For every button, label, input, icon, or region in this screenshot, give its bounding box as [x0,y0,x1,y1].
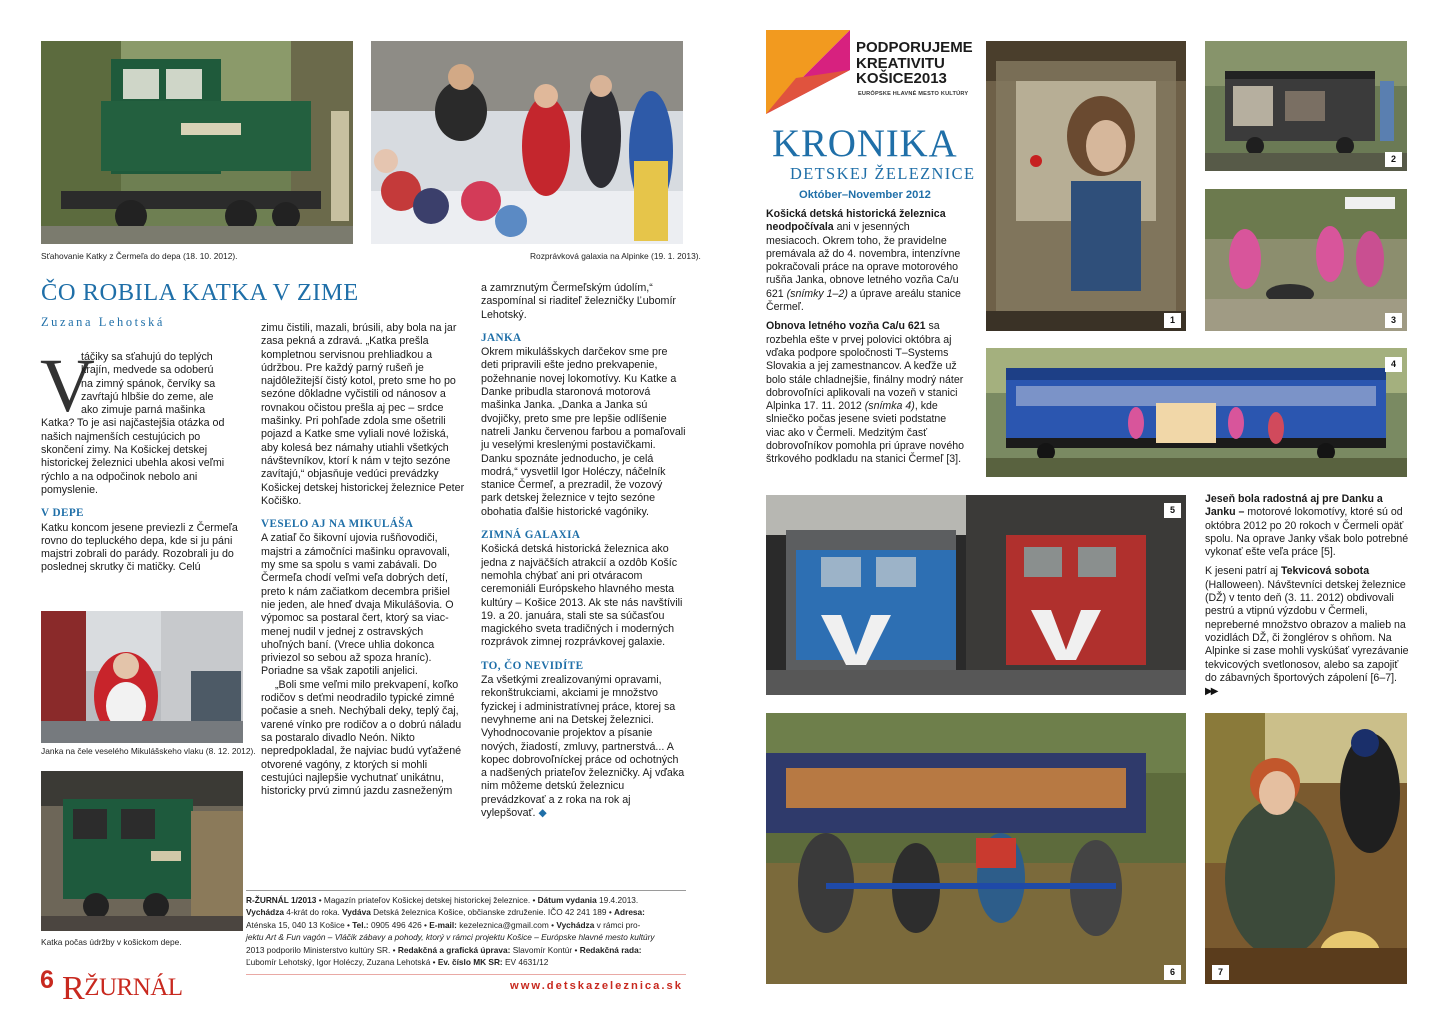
masthead-text: v rámci pro- [594,919,641,930]
end-mark: ◆ [538,806,547,819]
article-author: Zuzana Lehotská [41,315,165,329]
intro-lines [41,351,243,417]
photo-number-3: 3 [1385,313,1402,328]
intro-paragraph: Katka? To je asi najčastejšia otázka od našich najmenších cestujúcich po skončení zimy. Na Košickej detskej historickej železnici ubehla akosi veľmi rýchlo a na odpočinok nebolo ani pomyslenie. [41,417,225,496]
masthead-label: Ev. číslo MK SR: [437,957,503,968]
paragraph-janka: Okrem mikulášskych darčekov sme pre deti pripravili ešte jedno prekvapenie, požehnanie novej lokomotívy. Ku Katke a Danke pribudla staronová motorová mašinka Janka. „Danka a Janka sú dvojičky, preto sme pre lepšie odlíšenie natreli Janku červenou farbou a pomaľovali ju veselými kreslenými postavičkami. Danku spoznáte jednoducho, je celá modrá,“ vysvetlil Igor Holéczy, náčelník stanice Čermeľ, a prezradil, že vozový park detskej železnice v tejto sezóne obohatia ďalšie historické vagóniky. [481,346,686,518]
paragraph-depe: Katku koncom jesene previezli z Čermeľa rovno do tepluckého depa, kde si ju páni majstri zobrali do parády. Rozobrali ju do poslednej skrutky či matičky. Celú [41,521,238,574]
article-title: ČO ROBILA KATKA V ZIME [41,279,359,306]
kronika-title: KRONIKA [772,122,958,165]
photo-number-5: 5 [1164,503,1181,518]
photo-5-danka-janka [766,495,1186,695]
kronika-subtitle: DETSKEJ ŽELEZNICE [790,164,976,183]
rzurnal-logo-r: R [62,970,85,1007]
kronika-paragraph-2 [766,320,966,466]
paragraph-quote: „Boli sme veľmi milo prekvapení, koľko rodičov s deťmi neodradilo typické zimné počasie a sneh. Nechýbali deky, teplý čaj, varené vínko pre rodičov a o dobrú náladu sa postaralo divadlo Neón. Nikto nepredpokladal, že najviac budú vyťažené otvorené vagóny, z ktorých si mohli cestujúci najlepšie vychutnať unikátnu, historicky prvú zimnú jazdu zasneženým [261,678,462,798]
masthead-text: jektu Art & Fun vagón – Vláčik zábavy a pohody, ktorý v rámci projektu Košice – Európske hlavné mesto kultúry [246,932,655,943]
photo-katka-depot [41,771,243,931]
rzurnal-logo [62,966,183,1007]
paragraph-nevidite-text: Za všetkými zrealizovanými opravami, rekonštrukciami, akciami je množstvo fyzickej i administratívnej práce, ktorej sa nevyhneme ani na Detskej železnici. Vyhodnocovanie projektov a písanie nových, žiadostí, zmluvy, partnerstvá... A kopec dobrovoľníckej práce od ochotných a nadšených priateľov železničky. Aj vďaka nim môžeme detskú železnicu prevádzkovať a z roka na rok aj vylepšovať. [481,674,685,819]
masthead-label: Dátum vydania [537,895,597,905]
column-3 [481,282,686,820]
kronika-paragraph-4 [1205,565,1409,698]
masthead-label: Redakčná a grafická úprava: [397,944,511,955]
masthead-text: Aténska 15, 040 13 Košice • [246,919,353,930]
kronika-column-a [766,208,966,467]
masthead-line [246,956,686,968]
logo-tagline: EURÓPSKE HLAVNÉ MESTO KULTÚRY [858,91,969,97]
caption-photo-3: Janka na čele veselého Mikulášskeho vlaku (8. 12. 2012). [41,746,256,756]
kronika-text: motorové lokomotívy, ktoré sú od októbra 2012 po 20 rokoch v Čermeli opäť spolu. Na oprave Janky však bolo potrebné vykonať ešte veľa práce [5]. [1205,506,1409,559]
date-range: Október–November 2012 [799,189,931,201]
kronika-lead: Obnova letného vozňa Ca/u 621 [766,320,926,333]
logo-year: 2013 [913,70,947,87]
photo-number-6: 6 [1164,965,1181,980]
masthead-text: Slavomír Kontúr • [510,944,580,955]
photo-7-pumpkin-carving [1205,713,1407,984]
photo-locomotive-katka-transport [41,41,353,244]
paragraph-cermel-udolie: a zamrznutým Čermeľským údolím,“ zaspomínal si riaditeľ železničky Ľubomír Lehotský. [481,282,676,321]
photo-6-tug-of-war [766,713,1186,984]
photo-number-1: 1 [1164,313,1181,328]
photo-number-4: 4 [1385,357,1402,372]
kronika-text: K jeseni patrí aj [1205,565,1281,578]
paragraph-mikulas: A zatiaľ čo šikovní ujovia rušňovodiči, majstri a zámočníci mašinku opravovali, my sme sa spolu s vami zabávali. Do Čermeľa chodí veľmi veľa dobrých detí, preto k nám začiatkom decembra prišiel nie jeden, ale hneď dvaja Mikulášovia. O výpomoc sa postaral čert, ktorý sa viac-menej nudil v jednej z ostravských uhoľných baní. (Vrece uhlia dokonca priviezol so sebou až spoza hraníc). Poriadne sa však zapotili anjelici. [261,532,454,678]
masthead-label: Vychádza [246,907,284,918]
intro-line: táčiky sa sťahujú do teplých [81,351,213,363]
masthead-text: Detská železnica Košice, občianske združenie. IČO 42 241 189 • [370,907,615,918]
photo-4-blue-wagon [986,348,1407,477]
masthead-text: 2013 podporilo Ministerstvo kultúry SR. • [246,944,398,955]
intro-line: na zimný spánok, červíky sa [81,377,216,390]
photo-fairytale-galaxy [371,41,683,244]
photo-mikulas-train [41,611,243,743]
paragraph-nevidite [481,674,686,820]
intro-line: ako zimuje parná mašinka [81,404,206,417]
logo-line: KREATIVITU [856,54,945,72]
caption-photo-1: Sťahovanie Katky z Čermeľa do depa (18. 10. 2012). [41,251,238,261]
masthead-line [246,931,686,943]
kronika-lead: Tekvicová sobota [1280,565,1370,578]
logo-city: KOŠICE [856,70,914,87]
website-link[interactable]: www.detskazeleznica.sk [510,980,683,992]
heading-janka: JANKA [481,331,522,344]
column-1 [41,351,243,575]
masthead-label: Adresa: [614,907,645,918]
masthead-rule [246,890,686,891]
masthead-line [246,944,686,956]
intro-line: krajín, medvede sa odoberú [81,364,214,377]
kronika-ref: (snímka 4) [864,400,915,413]
masthead-text: 0905 496 426 • [368,919,430,930]
kronika-column-b [1205,493,1409,698]
kronika-ref: (snímky 1–2) [786,287,848,300]
kronika-text: ani v jesenných mesiacoch. Okrem toho, že pravidelne premávala až do 4. novembra, intenzívne pokračovali práce na oprave motorového rušňa Janka, obnove letného vozňa Ca/u 621 [766,221,961,300]
photo-2-wagon-restoration [1205,41,1407,171]
masthead-line [246,919,686,931]
kronika-text: sa rozbehla ešte v prvej polovici októbra aj vďaka podpore spoločnosti T–Systems Slovakia a jej zamestnancov. A keďže už bolo stále chladnejšie, finálny modrý náter dobrovoľníci aplikovali na vozeň v stanici Alpinka 17. 11. 2012 [766,320,964,413]
masthead-label: Redakčná rada: [579,944,642,955]
kosice-2013-logo-mark [766,30,850,114]
logo-line [856,71,973,87]
masthead-label: R-ŽURNÁL 1/2013 [246,895,317,905]
logo-line: PODPORUJEME [856,39,973,56]
masthead-text: Ľubomír Lehotský, Igor Holéczy, Zuzana Lehotská • [246,957,438,968]
drop-cap: V [40,344,95,428]
caption-photo-2: Rozprávková galaxia na Alpinke (19. 1. 2013). [530,251,701,261]
continue-arrows-icon: ▶▶ [1205,686,1217,698]
caption-photo-4: Katka počas údržby v košickom depe. [41,937,182,947]
masthead [246,894,686,968]
intro-line: zavŕtajú hlbšie do zeme, ale [81,390,214,403]
heading-mikulas: VESELO AJ NA MIKULÁŠA [261,518,414,531]
heading-v-depe: V DEPE [41,507,84,520]
heading-zimna-galaxia: ZIMNÁ GALAXIA [481,529,581,542]
photo-3-volunteers-gravel [1205,189,1407,331]
kronika-text: (Halloween). Návštevníci detskej železnice (DŽ) v tento deň (3. 11. 2012) obdivovali pestrú a vtipnú výzdobu v Čermeli, nepreberné množstvo obrazov a malieb na vozidlách DŽ, či žonglérov s ohňom. Na Alpinke si zase mohli vyskúšať vyrezávanie tekvicových svetlonosov, alebo sa zapojiť do zábavných športových zápolení [6–7]. [1205,578,1409,684]
kronika-lead: Jeseň bola radostná aj pre Danku a Janku – [1205,493,1383,519]
photo-1-window-painting [986,41,1186,331]
photo-number-7: 7 [1212,965,1229,980]
masthead-text: 19.4.2013. [596,895,639,905]
masthead-line [246,894,686,906]
photo-number-2: 2 [1385,152,1402,167]
footer-rule [246,974,686,975]
masthead-label: Vydáva [342,907,371,918]
page-number: 6 [40,966,54,994]
kronika-lead: Košická detská historická železnica neodpočívala [766,208,946,234]
masthead-text: 4-krát do roka. [283,907,343,918]
masthead-text: kezeleznica@gmail.com • [456,919,557,930]
masthead-line [246,906,686,918]
paragraph-katka-servis: zimu čistili, mazali, brúsili, aby bola na jar zasa pekná a zdravá. „Katka prešla kompletnou servisnou prehliadkou a údržbou. Pre každý parný rušeň je najdôležitejší čistý kotol, preto sme ho po sezóne dôkladne vyčistili od nánosov a rovnakou očistou prešla aj pec – srdce mašinky. Pri pohľade zdola sme ošetrili pojazd a Katke sme vyliali nové ložiská, aby kolesá bez námahy utiahli všetkých návštevníkov, ktorí k nám v tejto sezóne zavítajú,“ objasňuje vedúci prevádzky Košickej detskej historickej železnice Peter Kočiško. [261,322,465,507]
kronika-text: a úprave areálu stanice Čermeľ. [766,287,961,314]
kosice-logo-text [856,40,973,87]
masthead-text: • Magazín priateľov Košickej detskej historickej železnice. • [316,895,538,905]
rzurnal-logo-rest: ŽURNÁL [84,974,183,1001]
kronika-paragraph-3 [1205,493,1409,559]
heading-to-co-nevidite: TO, ČO NEVIDÍTE [481,659,584,672]
masthead-label: E-mail: [429,919,457,930]
kronika-text: , kde slniečko počas jesene svieti podstatne viac ako v Čermeli. Medzitým časť dobrovoľníkov pomohla pri úprave nového štrkového podkladu na stanici Čermeľ [3]. [766,400,965,466]
masthead-label: Tel.: [352,919,369,930]
paragraph-galaxia: Košická detská historická železnica ako jedna z najväčších atrakcií a ozdôb Košíc nemohla chýbať ani pri otváracom ceremoniáli Európskeho hlavného mesta kultúry – Košice 2013. Ak ste nás navštívili 19. a 20. januára, stali ste sa súčasťou magického sveta tradičných i moderných rozprávok zimnej rozprávkovej galaxie. [481,543,683,649]
column-2 [261,322,466,798]
masthead-text: EV 4631/12 [502,957,549,968]
masthead-label: Vychádza [556,919,595,930]
kronika-paragraph-1 [766,208,966,314]
